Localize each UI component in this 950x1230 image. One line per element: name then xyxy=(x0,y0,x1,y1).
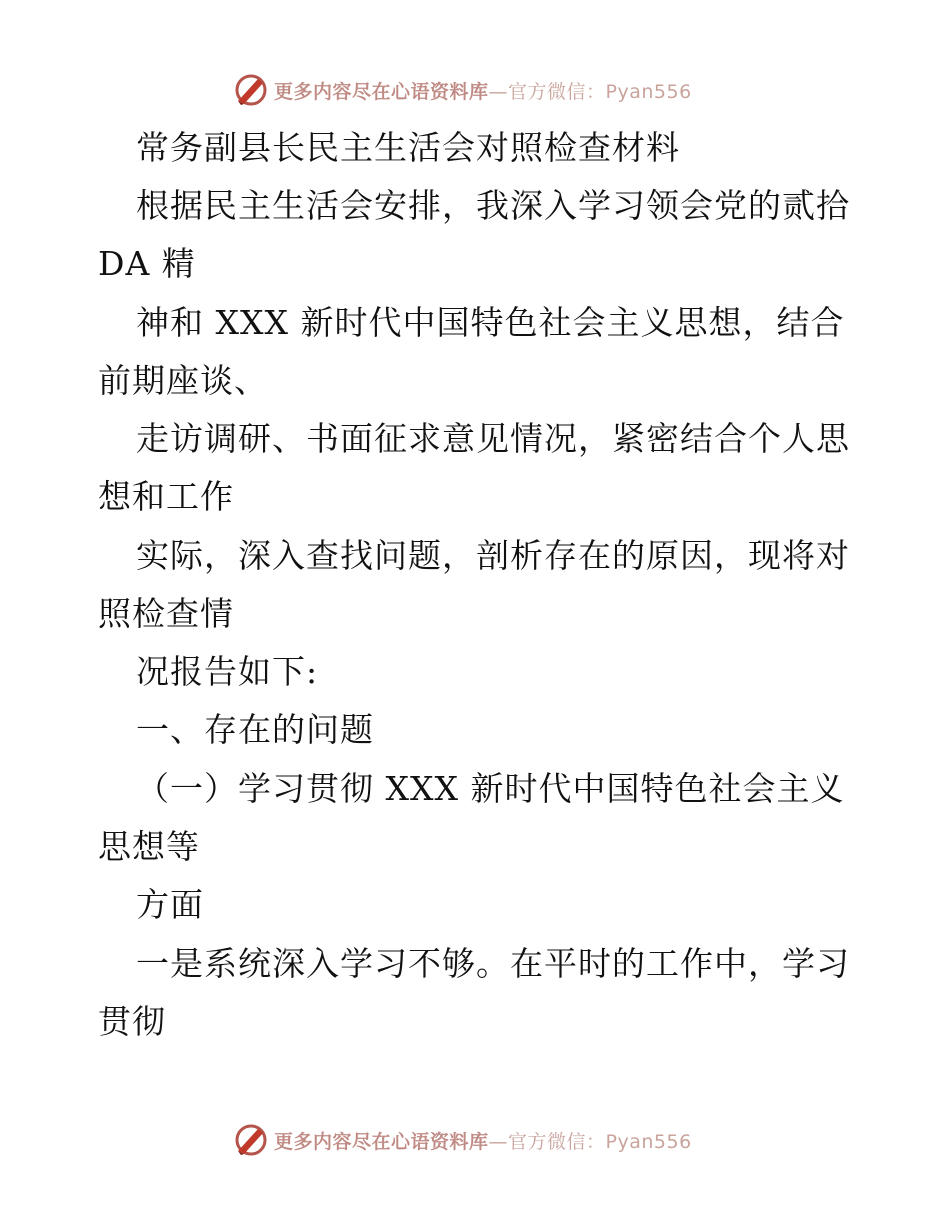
paragraph-line: DA 精 xyxy=(98,244,196,283)
watermark-separator: — xyxy=(488,80,509,103)
watermark-text xyxy=(274,1127,692,1154)
paragraph-line: 方面 xyxy=(136,885,204,924)
paragraph-line: 思想等 xyxy=(98,827,200,866)
paragraph-line: 实际，深入查找问题，剖析存在的原因，现将对 xyxy=(136,536,850,575)
watermark-separator: — xyxy=(488,1130,509,1153)
paragraph-line: 况报告如下: xyxy=(136,652,319,691)
pen-logo-icon xyxy=(232,1121,270,1159)
section-heading: 一、存在的问题 xyxy=(136,710,374,749)
paragraph-line: 照检查情 xyxy=(98,594,234,633)
paragraph-line: 前期座谈、 xyxy=(98,361,268,400)
paragraph-line: 神和 XXX 新时代中国特色社会主义思想，结合 xyxy=(136,303,845,342)
watermark-site: 更多内容尽在心语资料库 xyxy=(274,80,489,103)
paragraph-line: 走访调研、书面征求意见情况，紧密结合个人思 xyxy=(136,419,850,458)
paragraph-line: 贯彻 xyxy=(98,1002,166,1041)
watermark-contact: 官方微信：Pyan556 xyxy=(508,1130,692,1153)
footer-watermark xyxy=(232,1120,692,1160)
paragraph-line: 根据民主生活会安排，我深入学习领会党的贰拾 xyxy=(136,186,850,225)
subsection-heading: （一）学习贯彻 XXX 新时代中国特色社会主义 xyxy=(136,769,845,808)
paragraph-line: 一是系统深入学习不够。在平时的工作中，学习 xyxy=(136,944,850,983)
watermark-site: 更多内容尽在心语资料库 xyxy=(274,1130,489,1153)
watermark-contact: 官方微信：Pyan556 xyxy=(508,80,692,103)
paragraph-line: 想和工作 xyxy=(98,477,234,516)
document-title: 常务副县长民主生活会对照检查材料 xyxy=(136,128,680,167)
